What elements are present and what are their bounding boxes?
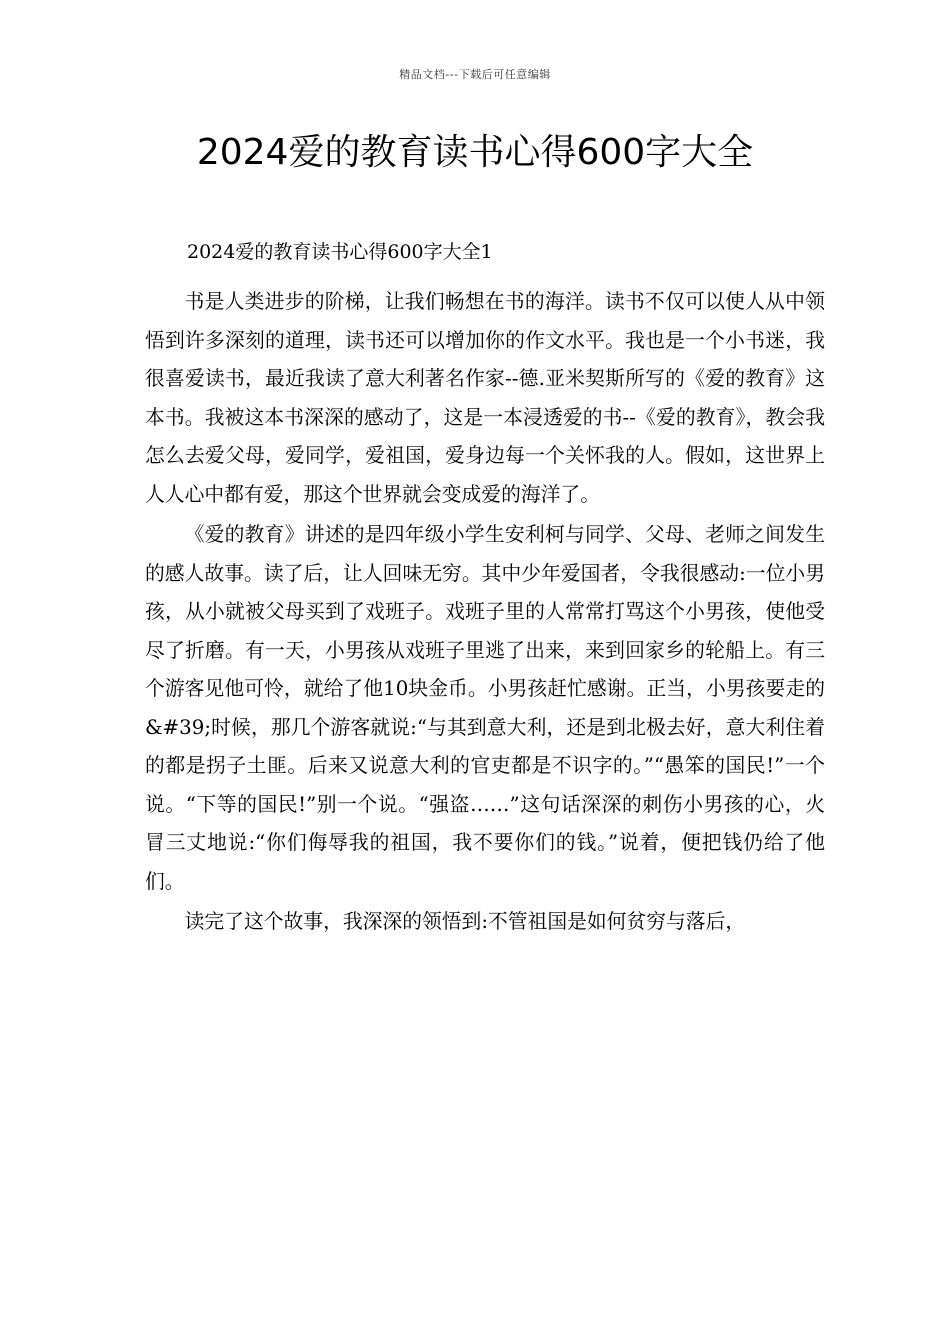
body-paragraph-2: 《爱的教育》讲述的是四年级小学生安利柯与同学、父母、老师之间发生的感人故事。读了后，让人回味无穷。其中少年爱国者，令我很感动:一位小男孩，从小就被父母买到了戏班子。戏班子里的人常常打骂这个小男孩，使他受尽了折磨。有一天，小男孩从戏班子里逃了出来，来到回家乡的轮船上。有三个游客见他可怜，就给了他10块金币。小男孩赶忙感谢。正当，小男孩要走的&#39;时候，那几个游客就说:“与其到意大利，还是到北极去好，意大利住着的都是拐子土匪。后来又说意大利的官吏都是不识字的。”“愚笨的国民!”一个说。“下等的国民!”别一个说。“强盗……”这句话深深的刺伤小男孩的心，火冒三丈地说:“你们侮辱我的祖国，我不要你们的钱。”说着，便把钱仍给了他们。: [145, 523, 825, 893]
body-paragraph-1: 书是人类进步的阶梯，让我们畅想在书的海洋。读书不仅可以使人从中领悟到许多深刻的道理，读书还可以增加你的作文水平。我也是一个小书迷，我很喜爱读书，最近我读了意大利著名作家--德.亚米契斯所写的《爱的教育》这本书。我被这本书深深的感动了，这是一本浸透爱的书--《爱的教育》，教会我怎么去爱父母，爱同学，爱祖国，爱身边每一个关怀我的人。假如，这世界上人人心中都有爱，那这个世界就会变成爱的海洋了。: [145, 290, 825, 506]
body-paragraph-3: 读完了这个故事，我深深的领悟到:不管祖国是如何贫穷与落后，: [184, 910, 746, 933]
section-heading: 2024爱的教育读书心得600字大全1: [187, 241, 493, 263]
document-title: 2024爱的教育读书心得600字大全: [196, 132, 754, 173]
document-body: [145, 283, 825, 942]
document-header-note: 精品文档---下载后可任意编辑: [399, 68, 551, 81]
